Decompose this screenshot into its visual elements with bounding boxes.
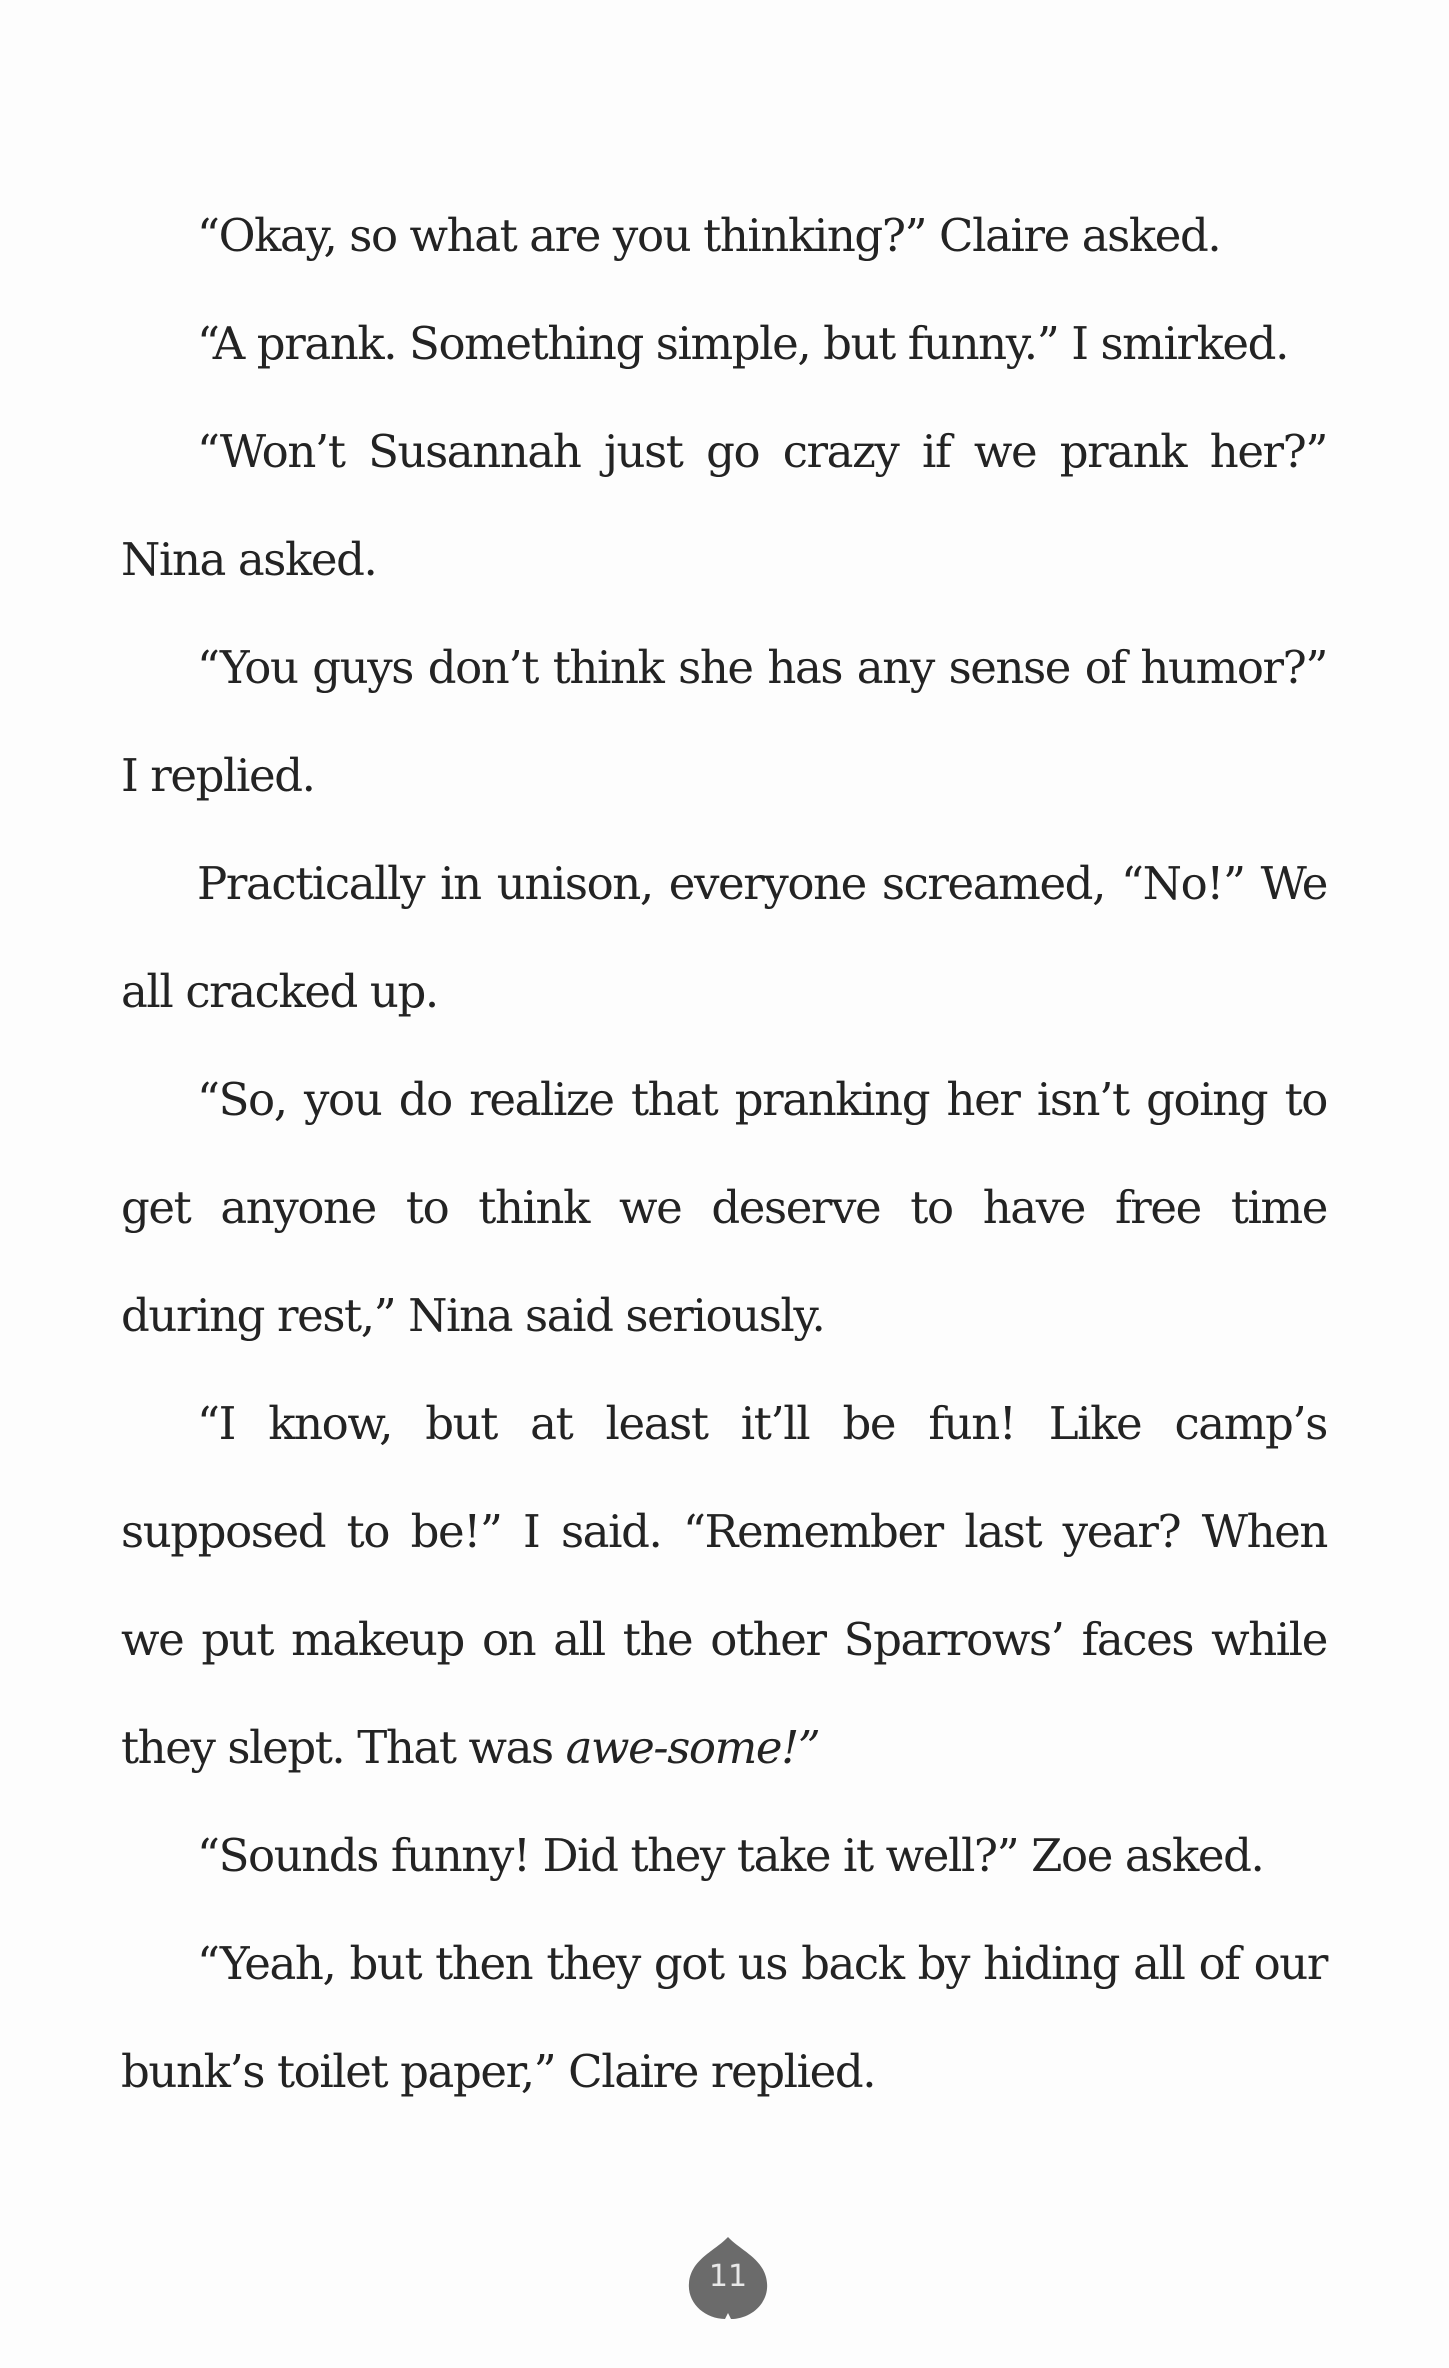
paragraph-4: “You guys don’t think she has any sense of humor?” I replied. <box>121 641 1327 802</box>
paragraph-7-emphasis: awe-some!” <box>565 1721 820 1774</box>
page-number: 11 <box>708 2259 748 2294</box>
paragraph-5: Practically in unison, everyone screamed, “No!” We all cracked up. <box>121 857 1327 1018</box>
body-text <box>121 182 1327 2126</box>
paragraph-7-text: “I know, but at least it’ll be fun! Like camp’s supposed to be!” I said. “Remember last year? When we put makeup on all the other Sparrows’ faces while they slept. That was <box>121 1397 1327 1774</box>
page-number-badge <box>683 2233 773 2323</box>
paragraph-6: “So, you do realize that pranking her isn’t going to get anyone to think we deserve to have free time during rest,” Nina said seriously. <box>121 1073 1327 1342</box>
paragraph-1: “Okay, so what are you thinking?” Claire asked. <box>197 209 1221 262</box>
paragraph-3: “Won’t Susannah just go crazy if we prank her?” Nina asked. <box>121 425 1327 586</box>
paragraph-9: “Yeah, but then they got us back by hiding all of our bunk’s toilet paper,” Claire replied. <box>121 1937 1327 2098</box>
paragraph-7 <box>121 1370 1327 1802</box>
paragraph-2: “A prank. Something simple, but funny.” I smirked. <box>197 317 1288 370</box>
paragraph-8: “Sounds funny! Did they take it well?” Zoe asked. <box>197 1829 1264 1882</box>
